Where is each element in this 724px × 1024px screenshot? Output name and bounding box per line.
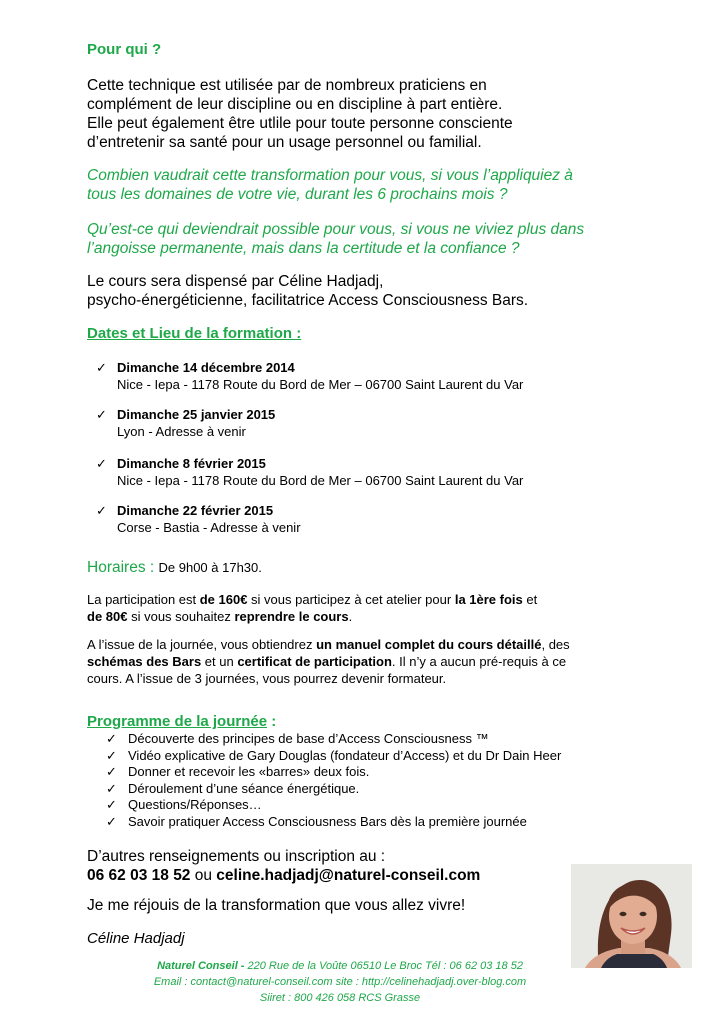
list-item: [106, 814, 561, 831]
check-icon: ✓: [96, 456, 107, 471]
text-line: d’entretenir sa santé pour un usage personnel ou familial.: [87, 134, 482, 151]
question-possible: [87, 220, 584, 258]
contact-phone[interactable]: 06 62 03 18 52: [87, 867, 191, 884]
date-place: Corse - Bastia - Adresse à venir: [117, 520, 301, 535]
date-place: Lyon - Adresse à venir: [117, 424, 246, 439]
list-item-text: Questions/Réponses…: [128, 797, 262, 813]
portrait-illustration: [571, 864, 692, 968]
list-item: [106, 731, 561, 748]
footer-company: Naturel Conseil -: [157, 960, 245, 972]
section-title-dates: Dates et Lieu de la formation :: [87, 325, 302, 342]
list-item: [106, 781, 561, 798]
footer-address: 220 Rue de la Voûte 06510 Le Broc Tél : 06 62 03 18 52: [244, 960, 523, 972]
list-item-text: Savoir pratiquer Access Consciousness Bars dès la première journée: [128, 813, 527, 829]
date-place: Nice - Iepa - 1178 Route du Bord de Mer – 06700 Saint Laurent du Var: [117, 473, 524, 488]
outcome-schemas: schémas des Bars: [87, 654, 202, 669]
footer-contact: Email : contact@naturel-conseil.com site : http://celinehadjadj.over-blog.com: [153, 976, 527, 988]
horaires-label: Horaires :: [87, 559, 159, 576]
price-repeat-label: reprendre le cours: [234, 609, 349, 624]
text-line: tous les domaines de votre vie, durant les 6 prochains mois ?: [87, 186, 508, 203]
date-place: Nice - Iepa - 1178 Route du Bord de Mer – 06700 Saint Laurent du Var: [117, 377, 524, 392]
list-item: [106, 797, 561, 814]
programme-title: Programme de la journée: [87, 713, 268, 730]
check-icon: ✓: [106, 747, 117, 763]
paragraph-technique: [87, 76, 513, 152]
list-item: [106, 748, 561, 765]
list-item: [106, 764, 561, 781]
price-text: et: [522, 592, 538, 607]
date-label: Dimanche 25 janvier 2015: [117, 407, 276, 422]
outcome-certificate: certificat de participation: [237, 654, 392, 669]
price-first-time: de 160€: [199, 592, 248, 607]
list-item-text: Vidéo explicative de Gary Douglas (fondateur d’Access) et du Dr Dain Heer: [128, 747, 562, 763]
contact-intro: D’autres renseignements ou inscription au :: [87, 848, 386, 865]
date-label: Dimanche 14 décembre 2014: [117, 360, 295, 375]
price-text: La participation est: [87, 592, 200, 607]
list-item-text: Découverte des principes de base d’Access Consciousness ™: [128, 731, 489, 746]
text-line: Combien vaudrait cette transformation pour vous, si vous l’appliquiez à: [87, 167, 573, 184]
date-label: Dimanche 22 février 2015: [117, 503, 274, 518]
signature: Céline Hadjadj: [87, 930, 185, 947]
outcome-text: A l’issue de la journée, vous obtiendrez: [87, 637, 317, 652]
price-repeat: de 80€: [87, 609, 128, 624]
contact-separator: ou: [190, 867, 217, 884]
outcome-manual: un manuel complet du cours détaillé: [316, 637, 542, 652]
date-label: Dimanche 8 février 2015: [117, 456, 266, 471]
text-line: Cette technique est utilisée par de nombreux praticiens en: [87, 77, 487, 94]
check-icon: ✓: [96, 360, 107, 375]
horaires-value: De 9h00 à 17h30.: [158, 560, 262, 575]
outcome-text: cours. A l’issue de 3 journées, vous pourrez devenir formateur.: [87, 671, 447, 686]
text-line: complément de leur discipline ou en discipline à part entière.: [87, 96, 503, 113]
footer: [100, 958, 580, 1006]
portrait-photo: [571, 864, 692, 968]
check-icon: ✓: [106, 813, 117, 829]
list-item-text: Donner et recevoir les «barres» deux fois.: [128, 764, 370, 780]
text-line: psycho-énergéticienne, facilitatrice Access Consciousness Bars.: [87, 292, 529, 309]
section-title-programme: [87, 713, 276, 731]
check-icon: ✓: [106, 797, 117, 813]
check-icon: ✓: [106, 780, 117, 796]
price-text: .: [348, 609, 353, 624]
contact-email[interactable]: celine.hadjadj@naturel-conseil.com: [216, 867, 481, 884]
programme-title-suffix: :: [267, 713, 277, 730]
programme-list: [106, 731, 561, 831]
price-text: si vous participez à cet atelier pour: [247, 592, 455, 607]
question-transformation: [87, 166, 573, 204]
section-title-pour-qui: Pour qui ?: [87, 41, 162, 58]
closing-text: Je me réjouis de la transformation que vous allez vivre!: [87, 897, 466, 914]
price-first-label: la 1ère fois: [454, 592, 523, 607]
outcome-text: . Il n’y a aucun pré-requis à ce: [391, 654, 567, 669]
text-line: Elle peut également être utlile pour toute personne consciente: [87, 115, 513, 132]
check-icon: ✓: [96, 407, 107, 422]
text-line: l’angoisse permanente, mais dans la certitude et la confiance ?: [87, 240, 520, 257]
price-paragraph: [87, 591, 537, 625]
outcome-text: et un: [201, 654, 238, 669]
text-line: Le cours sera dispensé par Céline Hadjadj,: [87, 273, 384, 290]
paragraph-teacher: [87, 272, 528, 310]
check-icon: ✓: [106, 764, 117, 780]
text-line: Qu’est-ce qui deviendrait possible pour vous, si vous ne viviez plus dans: [87, 221, 585, 238]
contact-block: [87, 847, 480, 885]
outcome-text: , des: [541, 637, 570, 652]
check-icon: ✓: [106, 731, 117, 746]
outcome-paragraph: [87, 636, 570, 687]
price-text: si vous souhaitez: [127, 609, 235, 624]
footer-siret: Siiret : 800 426 058 RCS Grasse: [259, 992, 421, 1004]
check-icon: ✓: [96, 503, 107, 518]
horaires-line: [87, 559, 262, 577]
list-item-text: Déroulement d’une séance énergétique.: [128, 780, 360, 796]
